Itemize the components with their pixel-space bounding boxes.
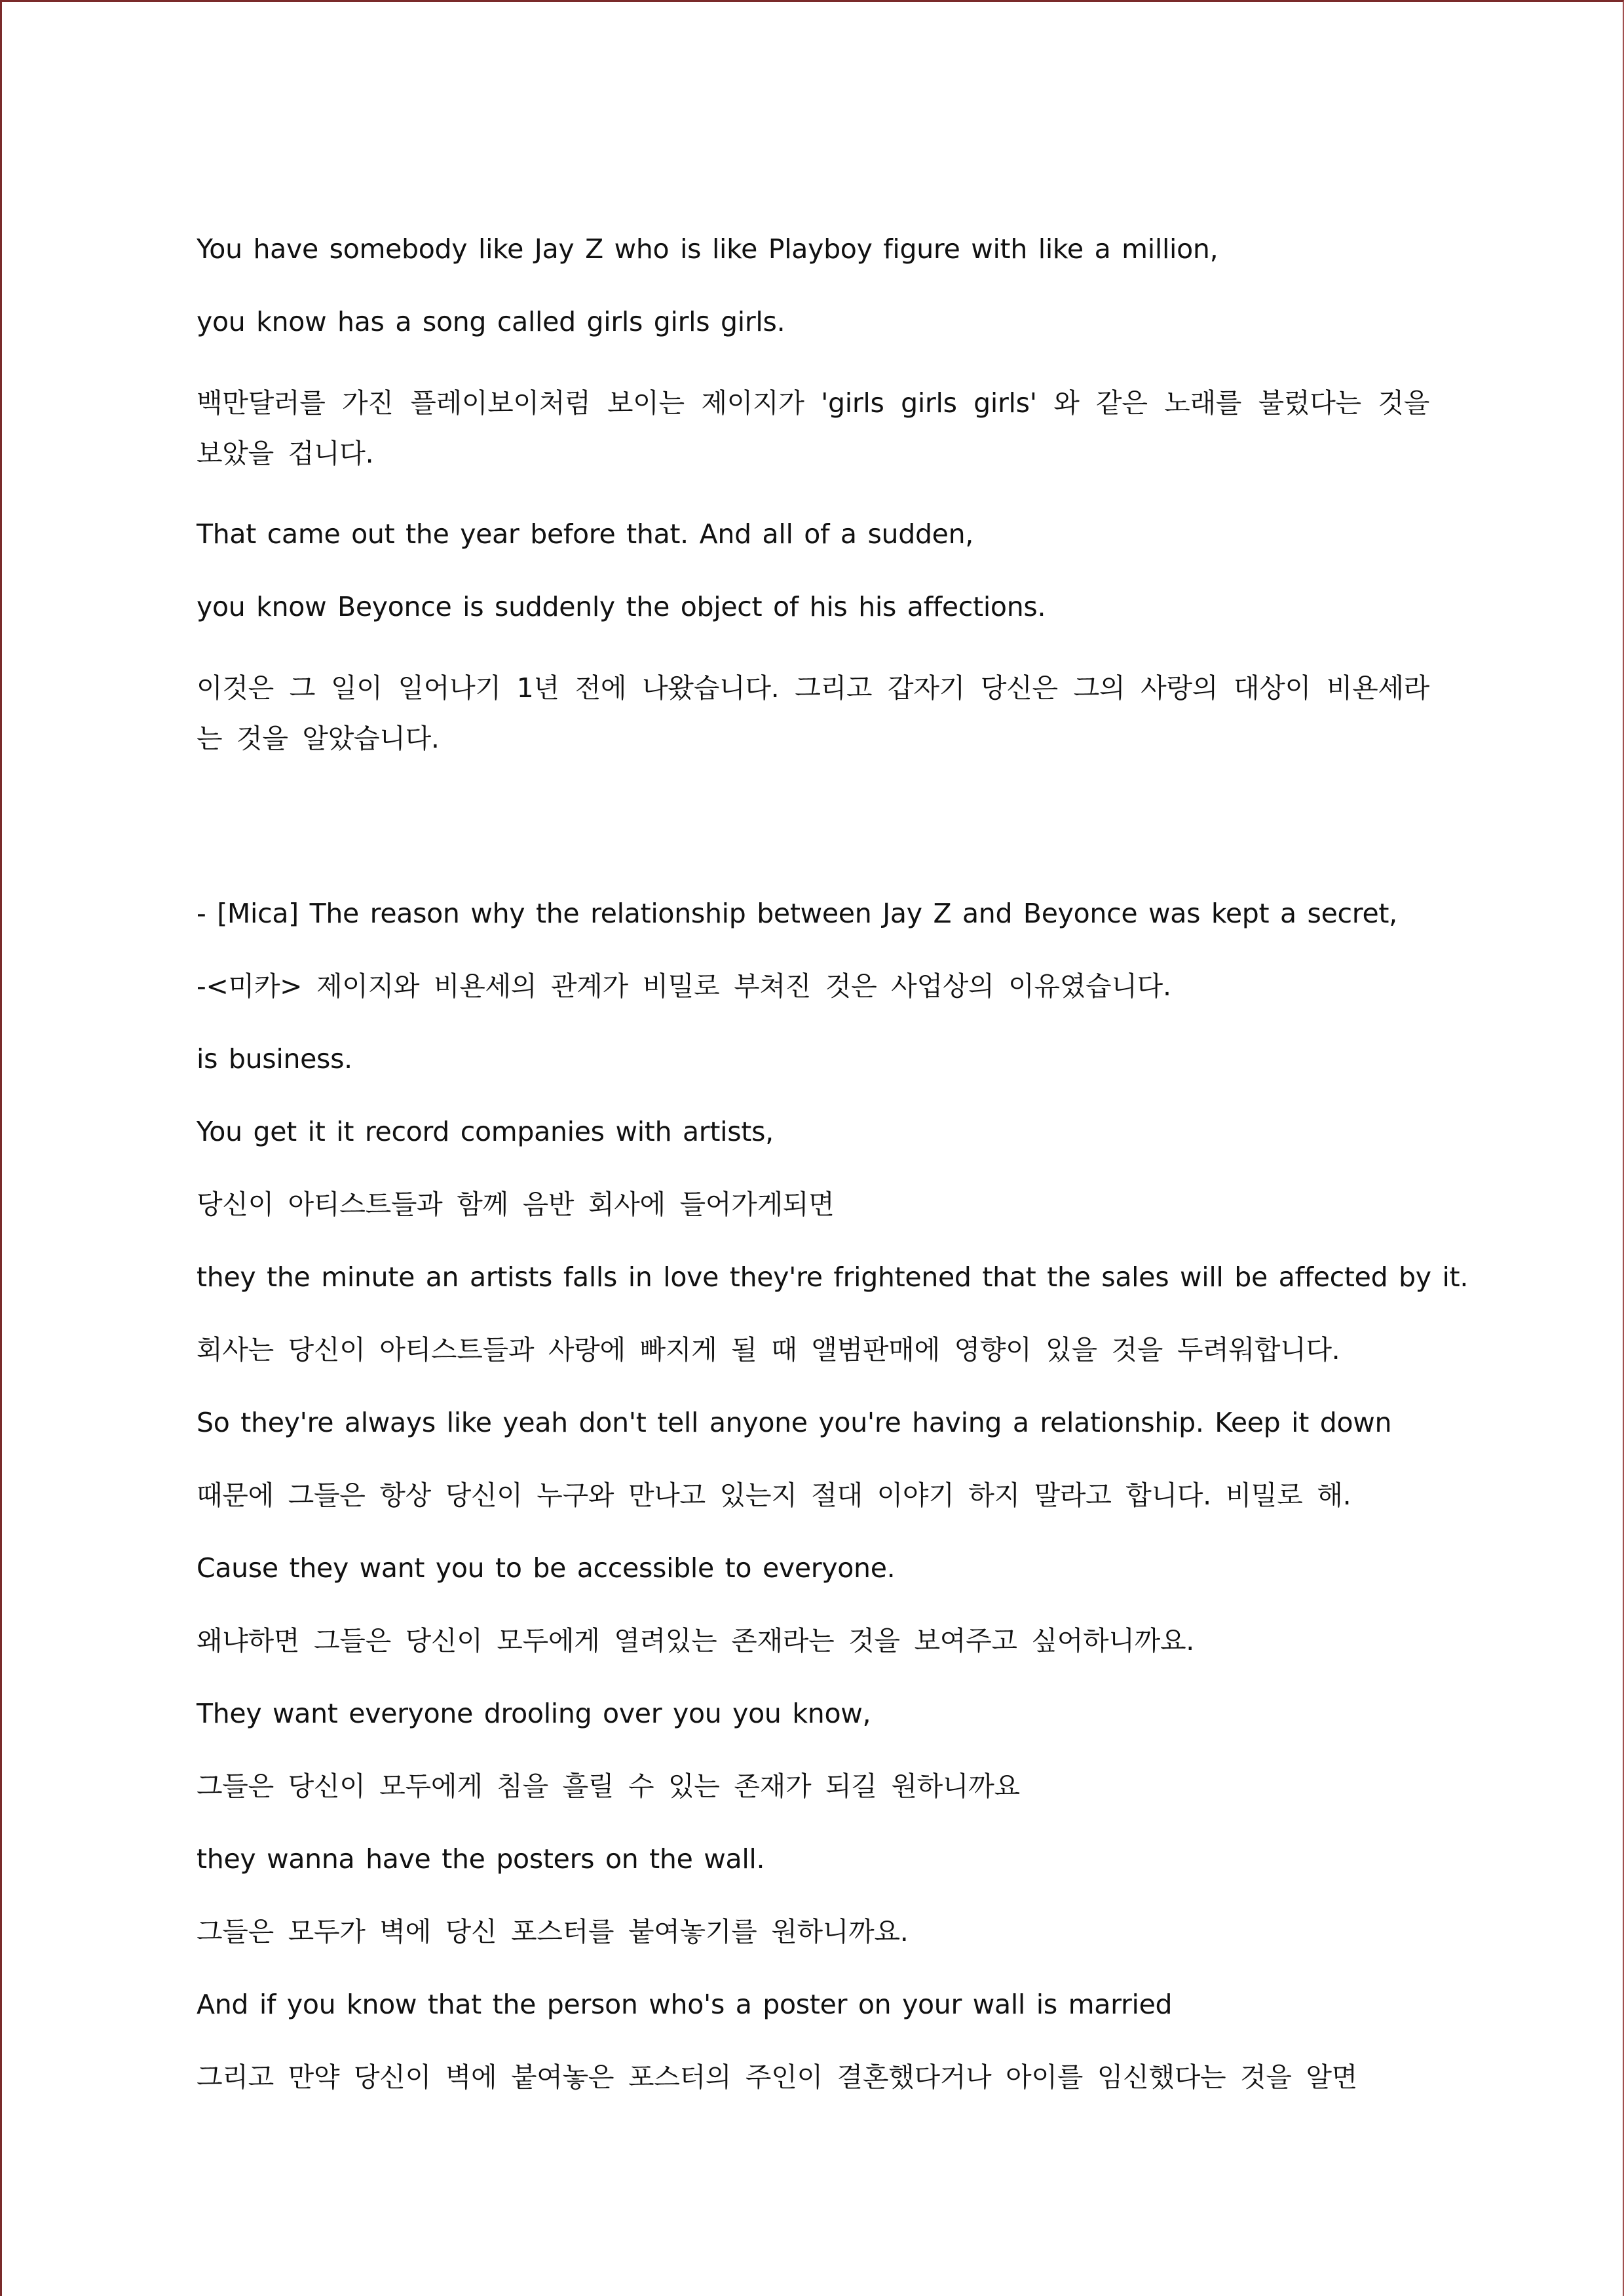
text-line: 그리고 만약 당신이 벽에 붙여놓은 포스터의 주인이 결혼했다거나 아이를 임신했다는 것을 알면 — [197, 2061, 1357, 2093]
text-line: you know has a song called girls girls girls. — [197, 306, 785, 337]
text-line: Cause they want you to be accessible to everyone. — [197, 1552, 896, 1584]
text-paragraph: 백만달러를 가진 플레이보이처럼 보이는 제이지가 'girls girls girls' 와 같은 노래를 불렀다는 것을 보았을 겁니다. — [197, 387, 1429, 469]
text-line: they wanna have the posters on the wall. — [197, 1843, 765, 1875]
text-line: - [Mica] The reason why the relationship between Jay Z and Beyonce was kept a secret, — [197, 898, 1397, 929]
text-line: They want everyone drooling over you you know, — [197, 1698, 871, 1729]
text-line: they the minute an artists falls in love they're frightened that the sales will be affected by it. — [197, 1261, 1469, 1293]
text-line: And if you know that the person who's a poster on your wall is married — [197, 1989, 1173, 2020]
section-gap — [197, 803, 1429, 897]
text-line: 왜냐하면 그들은 당신이 모두에게 열려있는 존재라는 것을 보여주고 싶어하니까요. — [197, 1625, 1194, 1656]
document-body — [197, 233, 1469, 2133]
text-line: 그들은 모두가 벽에 당신 포스터를 붙여놓기를 원하니까요. — [197, 1916, 909, 1947]
text-line: you know Beyonce is suddenly the object of his his affections. — [197, 591, 1046, 622]
text-line: 때문에 그들은 항상 당신이 누구와 만나고 있는지 절대 이야기 하지 말라고 합니다. 비밀로 해. — [197, 1480, 1351, 1511]
text-line: So they're always like yeah don't tell anyone you're having a relationship. Keep it down — [197, 1407, 1392, 1438]
text-line: 당신이 아티스트들과 함께 음반 회사에 들어가게되면 — [197, 1189, 835, 1220]
text-line: You have somebody like Jay Z who is like Playboy figure with like a million, — [197, 233, 1218, 265]
text-paragraph: 이것은 그 일이 일어나기 1년 전에 나왔습니다. 그리고 갑자기 당신은 그의 사랑의 대상이 비욘세라는 것을 알았습니다. — [197, 672, 1429, 754]
text-line: is business. — [197, 1043, 352, 1075]
text-line: 그들은 당신이 모두에게 침을 흘릴 수 있는 존재가 되길 원하니까요 — [197, 1770, 1020, 1802]
text-line: That came out the year before that. And all of a sudden, — [197, 518, 974, 550]
text-line: 회사는 당신이 아티스트들과 사랑에 빠지게 될 때 앨범판매에 영향이 있을 것을 두려워합니다. — [197, 1334, 1340, 1366]
text-line: -<미카> 제이지와 비욘세의 관계가 비밀로 부쳐진 것은 사업상의 이유였습니다. — [197, 970, 1171, 1002]
text-line: You get it it record companies with artists, — [197, 1116, 774, 1147]
